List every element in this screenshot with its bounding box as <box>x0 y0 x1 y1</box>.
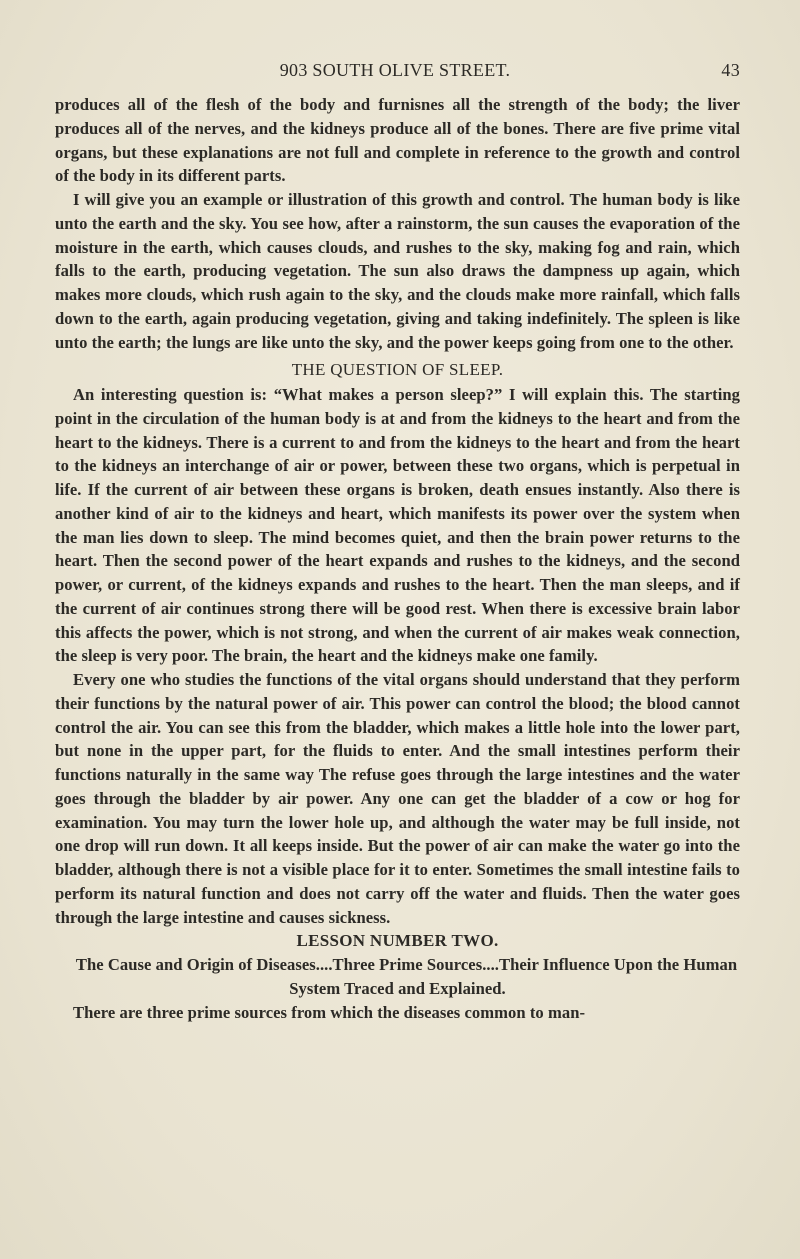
paragraph-vital-organs: Every one who studies the functions of the vital organs should understand that they perform their functions by the natural power of air. This power can control the blood; the blood cannot control the air. You can see this from the bladder, which makes a little hole into the lower part, but none in the upper part, for the fluids to enter. And the small intestines perform their functions naturally in the same way The refuse goes through the large intestines and the water goes through the bladder by air power. Any one can get the bladder of a cow or hog for examination. You may turn the lower hole up, and although the water may be full inside, not one drop will run down. It all keeps inside. But the power of air can make the water go into the bladder, although there is not a visible place for it to enter. Sometimes the small intestine fails to perform its natural function and does not carry off the water and fluids. Then the water goes through the large intestine and causes sickness. <box>55 670 740 927</box>
body-text <box>55 93 740 1024</box>
page-number: 43 <box>721 60 740 80</box>
running-head: 903 SOUTH OLIVE STREET. <box>279 60 511 80</box>
paragraph-diseases: There are three prime sources from which the diseases common to man- <box>73 1002 586 1022</box>
lesson-heading: LESSON NUMBER TWO. <box>296 931 499 951</box>
paragraph-illustration: I will give you an example or illustration of this growth and control. The human body is like unto the earth and the sky. You see how, after a rainstorm, the sun causes the evaporation of the moisture in the earth, which causes clouds, and rushes to the sky, making fog and rain, which falls to the earth, producing vegetation. The sun also draws the dampness up again, which makes more clouds, which rush again to the sky, and the clouds make more rainfall, which falls down to the earth, again producing vegetation, giving and taking indefinitely. The spleen is like unto the earth; the lungs are like unto the sky, and the power keeps going from one to the other. <box>55 190 740 352</box>
lesson-subheading: The Cause and Origin of Diseases....Three Prime Sources....Their Influence Upon the Human System Traced and Explained. <box>75 955 738 998</box>
paragraph-continued: produces all of the flesh of the body and furnisnes all the strength of the body; the liver produces all of the nerves, and the kidneys produce all of the bones. There are five prime vital organs, but these explanations are not full and complete in reference to the growth and control of the body in its different parts. <box>55 95 740 186</box>
section-heading-sleep: THE QUESTION OF SLEEP. <box>291 360 504 380</box>
paragraph-sleep: An interesting question is: “What makes a person sleep?” I will explain this. The starting point in the circulation of the human body is at and from the kidneys to the heart and from the heart to the kidneys. There is a current to and from the kidneys to the heart and from the heart to the kidneys an interchange of air or power, between these two organs, which is perpetual in life. If the current of air between these organs is broken, death ensues instantly. Also there is another kind of air to the kidneys and heart, which manifests its power over the system when the man lies down to sleep. The mind becomes quiet, and then the brain power returns to the heart. Then the second power of the heart expands and rushes to the kidneys, and the second power, or current, of the kidneys expands and rushes to the heart. Then the man sleeps, and if the current of air continues strong there will be good rest. When there is excessive brain labor this affects the power, which is not strong, and when the current of air makes weak connection, the sleep is very poor. The brain, the heart and the kidneys make one family. <box>55 385 740 666</box>
page-header <box>50 60 740 88</box>
